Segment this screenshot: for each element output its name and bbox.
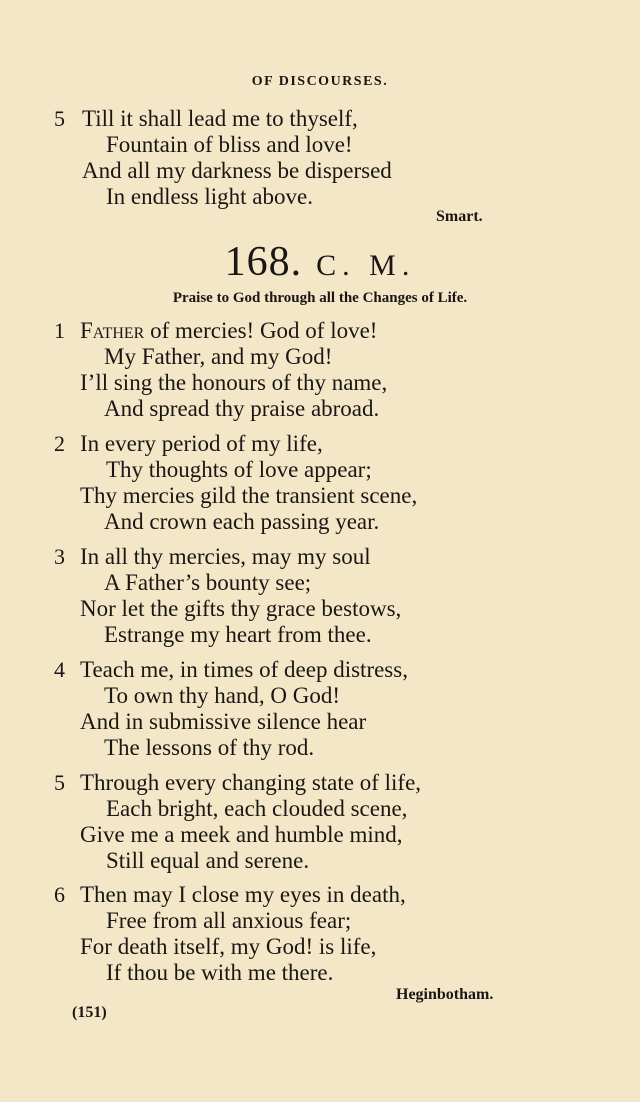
hymn-meter: C. M. — [316, 249, 416, 282]
stanza-line-first — [80, 318, 377, 344]
hymn-author: Heginbotham. — [396, 986, 494, 1003]
stanza-line: If thou be with me there. — [106, 960, 334, 985]
hymn-number: 168. — [224, 239, 303, 285]
stanza-line: In every period of my life, — [80, 431, 323, 456]
stanza-line: My Father, and my God! — [104, 344, 333, 369]
stanza-line: And in submissive silence hear — [80, 709, 367, 734]
stanza-number: 2 — [54, 431, 65, 456]
stanza-line: Teach me, in times of deep distress, — [80, 657, 408, 682]
stanza-line: And crown each passing year. — [104, 509, 380, 534]
stanza-line: Through every changing state of life, — [80, 770, 422, 795]
stanza-line: Thy thoughts of love appear; — [106, 457, 372, 482]
stanza-number: 6 — [54, 882, 65, 907]
stanza-number: 1 — [54, 318, 65, 343]
stanza-line: In all thy mercies, may my soul — [80, 544, 371, 569]
stanza-line: Till it shall lead me to thyself, — [82, 106, 358, 131]
stanza-line: Still equal and serene. — [106, 848, 310, 873]
page-number: (151) — [72, 1004, 107, 1021]
stanza-number: 3 — [54, 544, 65, 569]
stanza-line: Free from all anxious fear; — [106, 908, 352, 933]
stanza-line: And spread thy praise abroad. — [104, 396, 380, 421]
drop-letter: F — [80, 318, 93, 343]
prev-hymn-author: Smart. — [436, 208, 483, 225]
stanza-line: A Father’s bounty see; — [104, 570, 312, 595]
stanza-line: And all my darkness be dispersed — [82, 158, 392, 183]
stanza-line: Then may I close my eyes in death, — [80, 882, 406, 907]
stanza-line: For death itself, my God! is life, — [80, 934, 377, 959]
stanza-number: 5 — [54, 106, 65, 131]
small-caps-word: ather — [92, 318, 145, 343]
hymn-subtitle: Praise to God through all the Changes of Life. — [172, 290, 468, 306]
stanza-line: I’ll sing the honours of thy name, — [80, 370, 388, 395]
stanza-number: 5 — [54, 770, 65, 795]
stanza-line: To own thy hand, O God! — [104, 683, 341, 708]
stanza-line: Each bright, each clouded scene, — [106, 796, 408, 821]
stanza-line: In endless light above. — [106, 184, 313, 209]
stanza-line: Give me a meek and humble mind, — [80, 822, 403, 847]
stanza-line: Thy mercies gild the transient scene, — [80, 483, 418, 508]
stanza-number: 4 — [54, 657, 65, 682]
running-head: OF DISCOURSES. — [251, 74, 389, 89]
hymn-heading — [0, 238, 640, 290]
stanza-line: The lessons of thy rod. — [104, 735, 315, 760]
first-line-rest: of mercies! God of love! — [144, 318, 378, 343]
stanza-line: Fountain of bliss and love! — [106, 132, 353, 157]
stanza-line: Estrange my heart from thee. — [104, 622, 372, 647]
stanza-line: Nor let the gifts thy grace bestows, — [80, 596, 402, 621]
